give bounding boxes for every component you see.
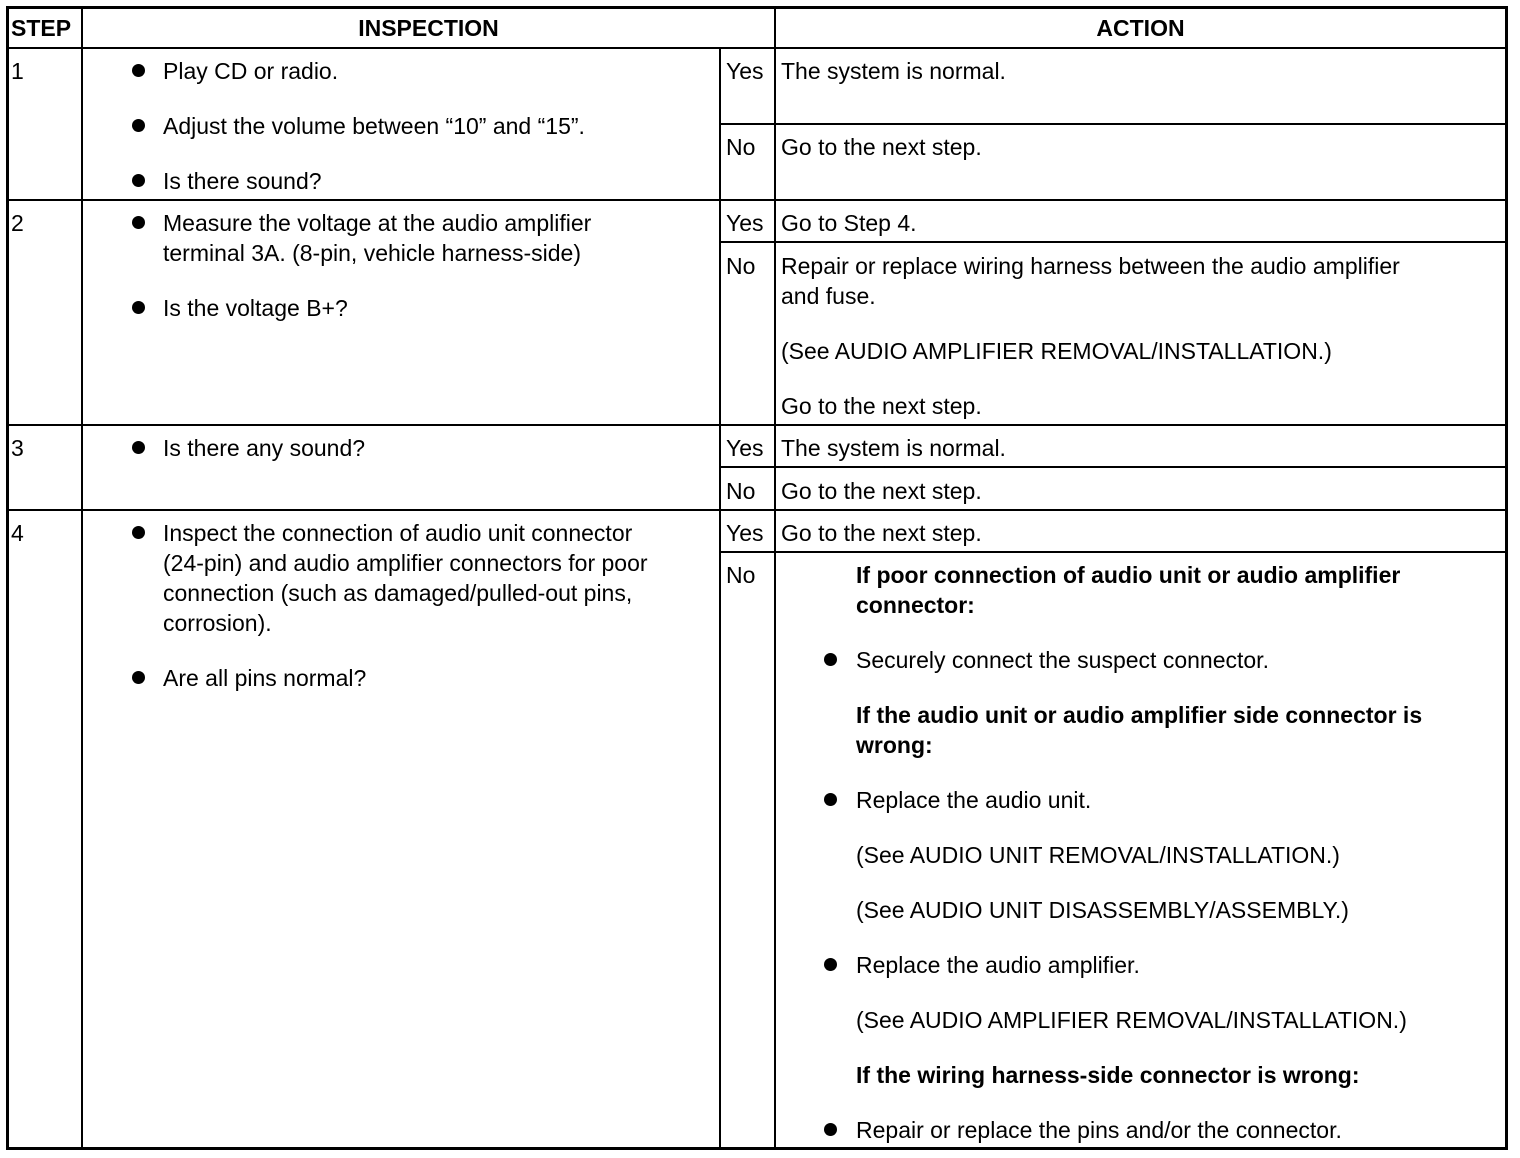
inspection-item: Measure the voltage at the audio amplifier (163, 210, 592, 236)
inspection-item-continued: (24-pin) and audio amplifier connectors for poor (163, 550, 648, 576)
inspection-item: Is there sound? (163, 168, 322, 194)
condition-heading-continued: connector: (856, 592, 975, 618)
no-action: Go to the next step. (781, 478, 982, 504)
table-border-bottom (6, 1147, 1508, 1150)
yes-no-divider-2 (719, 241, 1508, 243)
yes-action: The system is normal. (781, 58, 1006, 84)
step-number: 4 (11, 520, 24, 546)
bullet-icon (132, 301, 145, 314)
step-column-divider (81, 6, 83, 1150)
no-action-line: and fuse. (781, 283, 876, 309)
no-label: No (726, 253, 756, 279)
inspection-item-continued: connection (such as damaged/pulled-out pins, (163, 580, 633, 606)
no-label: No (726, 562, 756, 588)
table-border-top (6, 6, 1508, 9)
bullet-icon (824, 653, 837, 666)
action-column-divider (774, 6, 776, 1150)
action-item: Securely connect the suspect connector. (856, 647, 1269, 673)
yes-no-divider-3 (719, 466, 1508, 468)
bullet-icon (132, 216, 145, 229)
header-inspection: INSPECTION (358, 15, 499, 41)
row-divider-3-4 (6, 509, 1508, 511)
condition-heading: If the audio unit or audio amplifier side connector is (856, 702, 1423, 728)
yes-label: Yes (726, 435, 764, 461)
bullet-icon (132, 671, 145, 684)
header-step: STEP (11, 15, 72, 41)
action-reference: (See AUDIO UNIT DISASSEMBLY/ASSEMBLY.) (856, 897, 1349, 923)
yes-no-divider-1 (719, 123, 1508, 125)
inspection-item: Is the voltage B+? (163, 295, 348, 321)
row-divider-1-2 (6, 199, 1508, 201)
yes-label: Yes (726, 58, 764, 84)
bullet-icon (824, 1123, 837, 1136)
bullet-icon (824, 958, 837, 971)
action-item: Replace the audio unit. (856, 787, 1092, 813)
bullet-icon (824, 793, 837, 806)
inspection-item: Adjust the volume between “10” and “15”. (163, 113, 585, 139)
step-number: 2 (11, 210, 24, 236)
no-label: No (726, 134, 756, 160)
yes-label: Yes (726, 520, 764, 546)
bullet-icon (132, 526, 145, 539)
no-action-line: Go to the next step. (781, 393, 982, 419)
inspection-item: Are all pins normal? (163, 665, 367, 691)
step-number: 3 (11, 435, 24, 461)
bullet-icon (132, 119, 145, 132)
condition-heading: If the wiring harness-side connector is wrong: (856, 1062, 1360, 1088)
action-item: Repair or replace the pins and/or the connector. (856, 1117, 1342, 1143)
inspection-item: Play CD or radio. (163, 58, 339, 84)
action-item: Replace the audio amplifier. (856, 952, 1140, 978)
action-reference: (See AUDIO AMPLIFIER REMOVAL/INSTALLATION.) (856, 1007, 1407, 1033)
table-border-right (1505, 6, 1508, 1150)
row-divider-2-3 (6, 424, 1508, 426)
yes-action: The system is normal. (781, 435, 1006, 461)
bullet-icon (132, 441, 145, 454)
yes-label: Yes (726, 210, 764, 236)
no-action-line: Repair or replace wiring harness between the audio amplifier (781, 253, 1400, 279)
bullet-icon (132, 174, 145, 187)
condition-heading: If poor connection of audio unit or audio amplifier (856, 562, 1401, 588)
inspection-item: Is there any sound? (163, 435, 366, 461)
yes-action: Go to Step 4. (781, 210, 917, 236)
action-reference: (See AUDIO UNIT REMOVAL/INSTALLATION.) (856, 842, 1340, 868)
header-divider (6, 47, 1508, 49)
no-action-reference: (See AUDIO AMPLIFIER REMOVAL/INSTALLATION.) (781, 338, 1332, 364)
no-label: No (726, 478, 756, 504)
table-border-left (6, 6, 9, 1150)
inspection-item-continued: terminal 3A. (8-pin, vehicle harness-side) (163, 240, 582, 266)
header-action: ACTION (1096, 15, 1185, 41)
bullet-icon (132, 64, 145, 77)
no-action: Go to the next step. (781, 134, 982, 160)
condition-heading-continued: wrong: (856, 732, 933, 758)
inspection-item-continued: corrosion). (163, 610, 272, 636)
inspection-item: Inspect the connection of audio unit connector (163, 520, 633, 546)
yes-no-column-divider (719, 48, 721, 1148)
step-number: 1 (11, 58, 24, 84)
yes-no-divider-4 (719, 551, 1508, 553)
yes-action: Go to the next step. (781, 520, 982, 546)
